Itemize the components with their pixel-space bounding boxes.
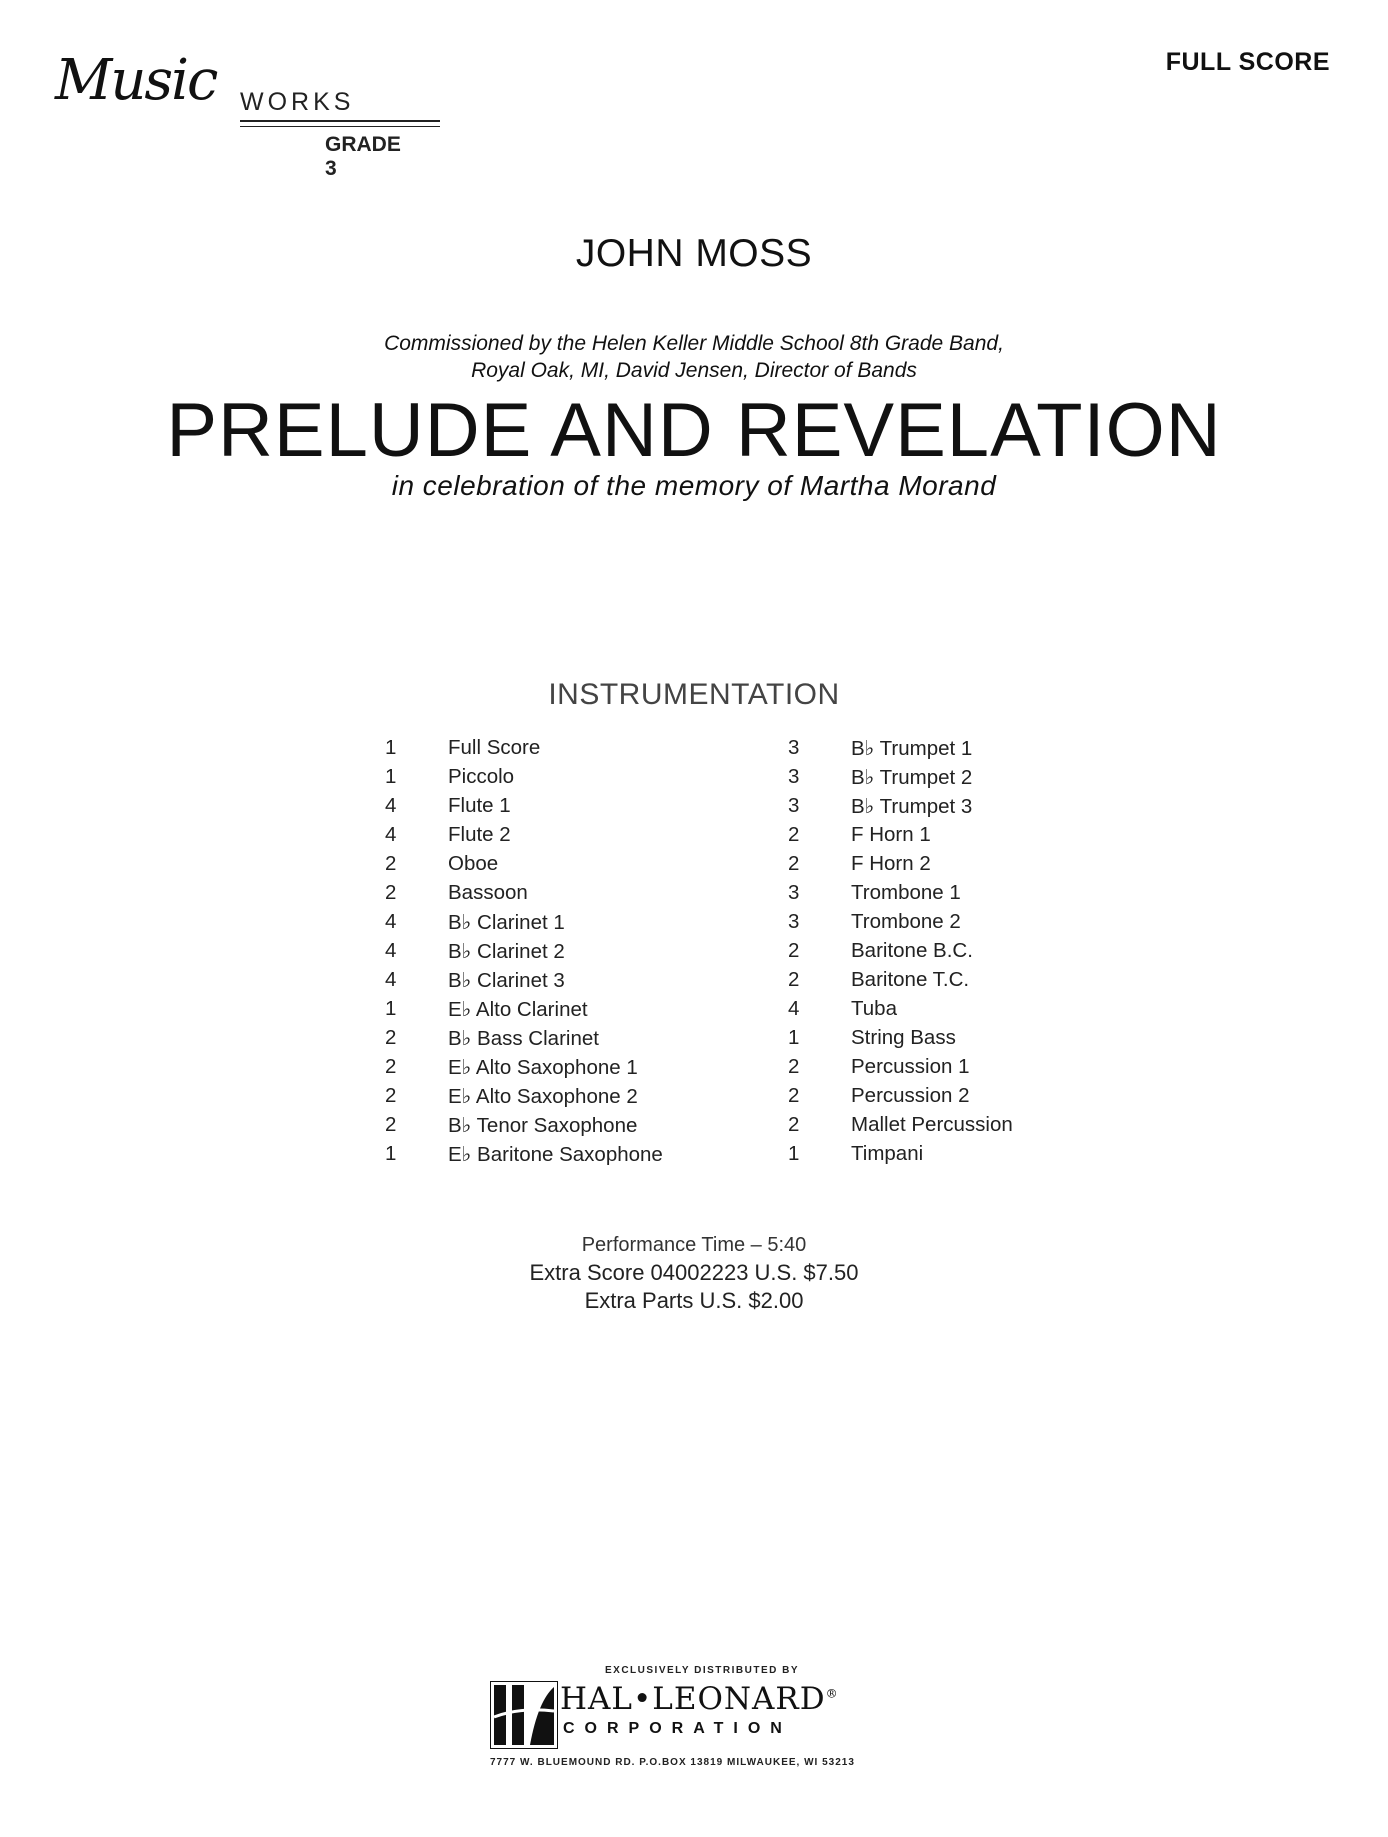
instrument-name: Timpani — [851, 1142, 924, 1165]
logo-rule — [240, 126, 440, 127]
instrument-name: E♭ Alto Saxophone 1 — [448, 1056, 638, 1079]
instrument-name: Percussion 2 — [851, 1084, 970, 1107]
instrument-quantity: 1 — [385, 765, 397, 788]
instrument-name: B♭ Tenor Saxophone — [448, 1114, 638, 1137]
instrument-name: B♭ Trumpet 2 — [851, 766, 973, 789]
instrument-row — [788, 939, 1013, 968]
instrument-name: Piccolo — [448, 765, 515, 788]
instrument-name: Flute 2 — [448, 823, 511, 846]
instrument-row — [385, 997, 663, 1026]
piece-title: PRELUDE AND REVELATION — [166, 388, 1222, 473]
instrument-row — [385, 794, 663, 823]
instrument-row — [788, 1113, 1013, 1142]
pricing-info — [0, 1231, 1388, 1315]
instrument-quantity: 2 — [788, 939, 800, 962]
instrument-name: Baritone T.C. — [851, 968, 970, 991]
instrument-name: Bassoon — [448, 881, 528, 904]
instrument-row — [385, 852, 663, 881]
logo-rule — [240, 120, 440, 122]
instrument-name: Flute 1 — [448, 794, 511, 817]
edition-label: FULL SCORE — [1165, 48, 1330, 76]
instrument-quantity: 2 — [385, 881, 397, 904]
instrument-row — [385, 765, 663, 794]
instrument-name: B♭ Trumpet 1 — [851, 737, 973, 760]
instrument-quantity: 4 — [385, 968, 397, 991]
instrument-name: F Horn 1 — [851, 823, 931, 846]
hal-leonard-logo-icon — [490, 1681, 558, 1749]
instrument-row — [385, 910, 663, 939]
instrument-row — [788, 968, 1013, 997]
instrument-row — [788, 1026, 1013, 1055]
instrument-quantity: 2 — [788, 1084, 800, 1107]
instrument-row — [788, 881, 1013, 910]
instrument-name: B♭ Clarinet 3 — [448, 969, 565, 992]
instrument-name: Oboe — [448, 852, 499, 875]
instrument-name: Tuba — [851, 997, 897, 1020]
instrument-quantity: 2 — [385, 852, 397, 875]
instrument-row — [788, 794, 1013, 823]
dedication: in celebration of the memory of Martha Morand — [391, 470, 997, 501]
instrument-quantity: 3 — [788, 736, 800, 759]
instrument-name: E♭ Baritone Saxophone — [448, 1143, 663, 1166]
instrumentation-right-column — [788, 736, 1013, 1171]
instrument-name: F Horn 2 — [851, 852, 931, 875]
instrument-row — [788, 910, 1013, 939]
instrument-name: B♭ Clarinet 1 — [448, 911, 565, 934]
composer-name: JOHN MOSS — [575, 232, 813, 275]
instrument-quantity: 2 — [385, 1026, 397, 1049]
instrument-quantity: 4 — [385, 910, 397, 933]
instrument-row — [788, 823, 1013, 852]
instrument-row — [385, 823, 663, 852]
instrument-row — [385, 968, 663, 997]
extra-score-price: Extra Score 04002223 U.S. $7.50 — [529, 1260, 859, 1285]
instrument-quantity: 4 — [788, 997, 800, 1020]
commission-line-2: Royal Oak, MI, David Jensen, Director of Bands — [471, 359, 917, 382]
commission-line-1: Commissioned by the Helen Keller Middle School 8th Grade Band, — [384, 332, 1004, 355]
instrument-row — [788, 1084, 1013, 1113]
instrument-quantity: 4 — [385, 939, 397, 962]
grade-label: GRADE 3 — [325, 133, 401, 180]
instrument-quantity: 2 — [788, 852, 800, 875]
instrument-name: E♭ Alto Saxophone 2 — [448, 1085, 638, 1108]
instrument-quantity: 3 — [788, 794, 800, 817]
instrument-name: Mallet Percussion — [851, 1113, 1013, 1136]
instrument-row — [385, 939, 663, 968]
instrument-row — [788, 1055, 1013, 1084]
instrument-quantity: 4 — [385, 823, 397, 846]
instrument-name: B♭ Trumpet 3 — [851, 795, 973, 818]
instrument-row — [385, 1113, 663, 1142]
instrument-name: String Bass — [851, 1026, 956, 1049]
publisher-name: HAL•LEONARD® — [560, 1681, 839, 1717]
instrument-quantity: 1 — [788, 1142, 800, 1165]
instrument-row — [788, 1142, 1013, 1171]
instrumentation-left-column — [385, 736, 663, 1171]
instrument-row — [788, 997, 1013, 1026]
instrument-row — [385, 1055, 663, 1084]
instrument-row — [385, 1026, 663, 1055]
instrumentation-heading: INSTRUMENTATION — [548, 678, 840, 711]
publisher-corporation: CORPORATION — [563, 1720, 792, 1737]
logo-script-text: Music — [55, 48, 217, 113]
instrument-quantity: 3 — [788, 881, 800, 904]
instrument-quantity: 2 — [788, 1113, 800, 1136]
instrument-name: Trombone 1 — [851, 881, 961, 904]
instrument-quantity: 2 — [788, 823, 800, 846]
logo-works-text: WORKS — [240, 88, 355, 116]
instrument-row — [385, 881, 663, 910]
instrument-quantity: 2 — [385, 1055, 397, 1078]
instrument-quantity: 2 — [385, 1113, 397, 1136]
musicworks-logo — [55, 48, 401, 180]
instrument-name: B♭ Bass Clarinet — [448, 1027, 599, 1050]
instrument-quantity: 1 — [788, 1026, 800, 1049]
instrument-row — [385, 1084, 663, 1113]
instrument-row — [788, 736, 1013, 765]
publisher-address: 7777 W. BLUEMOUND RD. P.O.BOX 13819 MILWAUKEE, WI 53213 — [490, 1757, 855, 1768]
instrument-quantity: 1 — [385, 997, 397, 1020]
instrument-quantity: 2 — [788, 968, 800, 991]
instrument-row — [788, 765, 1013, 794]
instrument-row — [788, 852, 1013, 881]
instrument-quantity: 1 — [385, 736, 397, 759]
instrument-quantity: 3 — [788, 765, 800, 788]
instrument-name: Baritone B.C. — [851, 939, 973, 962]
instrument-row — [385, 1142, 663, 1171]
instrument-quantity: 1 — [385, 1142, 397, 1165]
publisher-block — [490, 1665, 890, 1785]
instrument-name: Percussion 1 — [851, 1055, 970, 1078]
commission-note — [0, 330, 1388, 384]
instrument-quantity: 3 — [788, 910, 800, 933]
performance-time: Performance Time – 5:40 — [581, 1234, 807, 1256]
instrument-name: E♭ Alto Clarinet — [448, 998, 588, 1021]
distributed-by-label: EXCLUSIVELY DISTRIBUTED BY — [605, 1665, 800, 1676]
instrument-name: Trombone 2 — [851, 910, 961, 933]
instrument-name: B♭ Clarinet 2 — [448, 940, 565, 963]
instrument-quantity: 2 — [788, 1055, 800, 1078]
extra-parts-price: Extra Parts U.S. $2.00 — [584, 1288, 804, 1313]
instrument-quantity: 4 — [385, 794, 397, 817]
instrument-quantity: 2 — [385, 1084, 397, 1107]
instrument-name: Full Score — [448, 736, 541, 759]
instrument-row — [385, 736, 663, 765]
